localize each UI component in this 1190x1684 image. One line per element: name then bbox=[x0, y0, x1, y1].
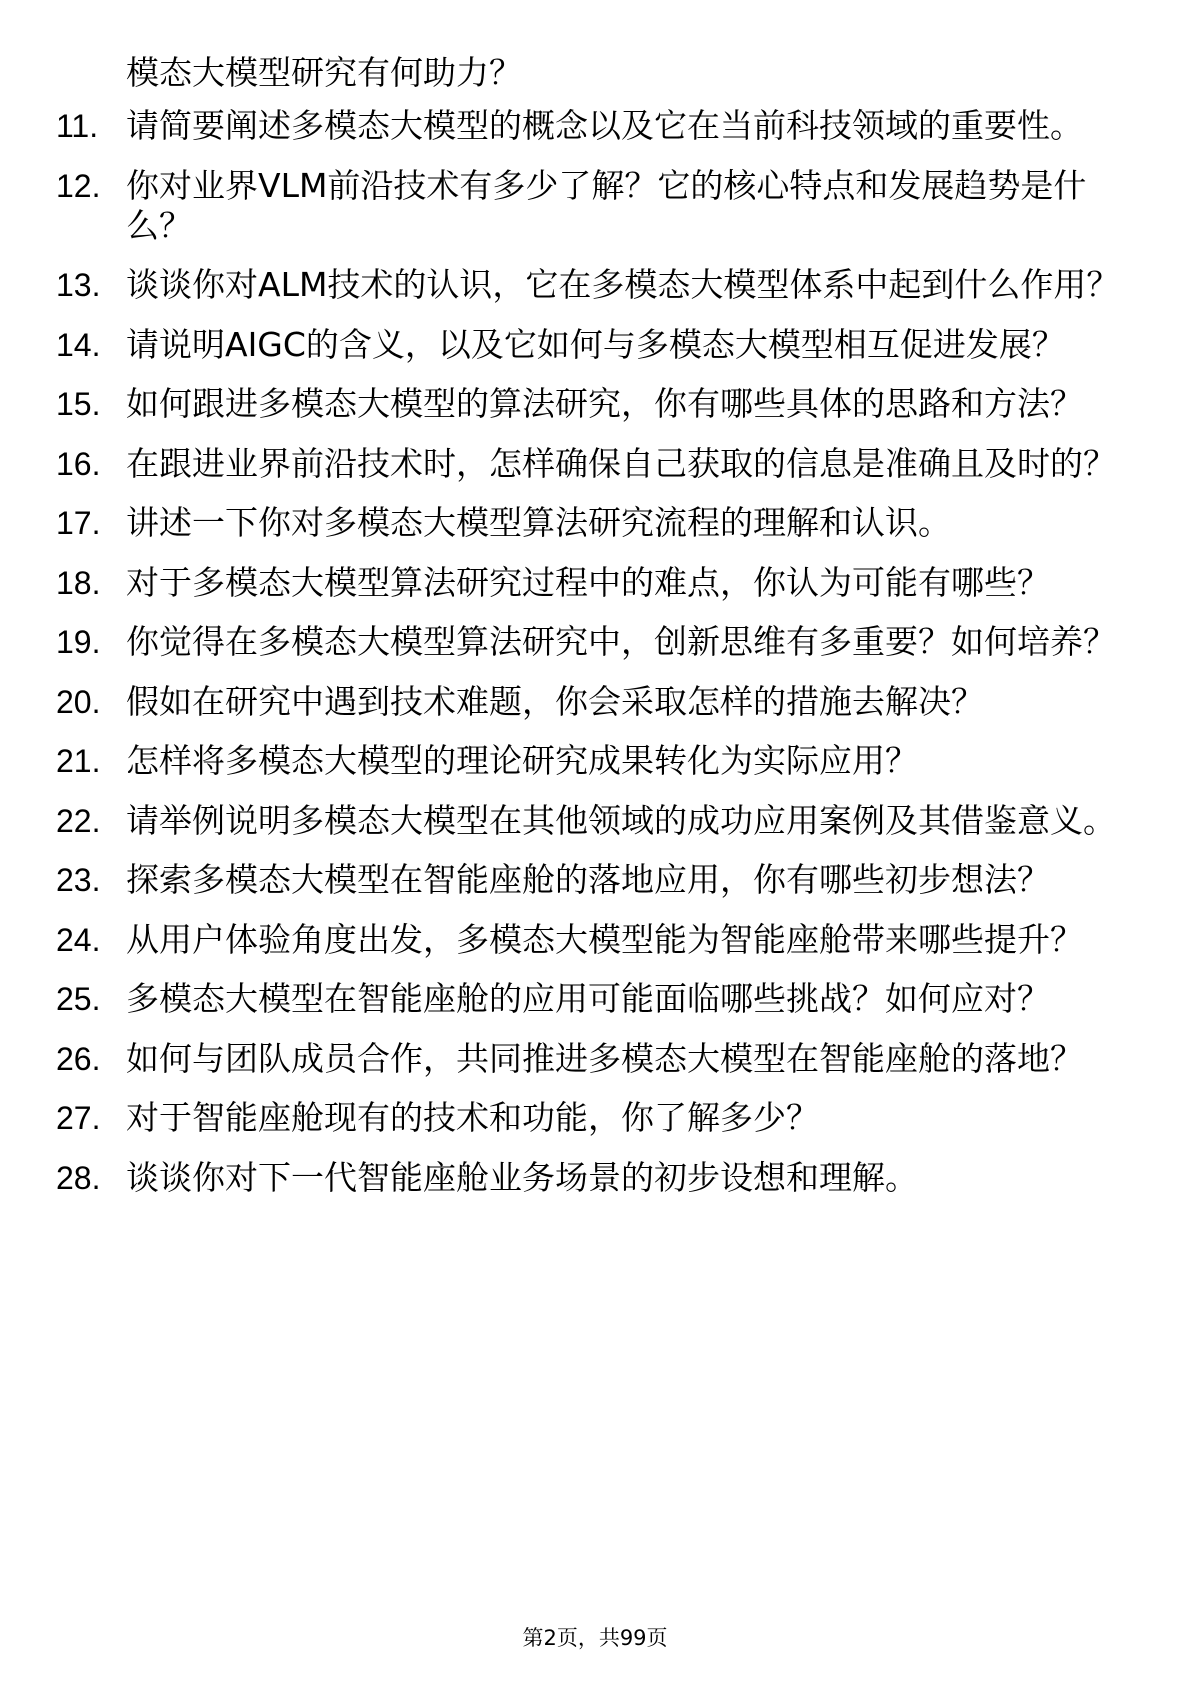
question-number: 27. bbox=[56, 1100, 101, 1136]
question-number: 24. bbox=[56, 921, 101, 958]
question-text: 谈谈你对ALM技术的认识，它在多模态大模型体系中起到什么作用？ bbox=[126, 265, 1120, 304]
list-item bbox=[0, 682, 1190, 722]
list-item bbox=[0, 106, 1190, 146]
list-item bbox=[0, 1158, 1190, 1198]
question-number: 25. bbox=[56, 981, 101, 1017]
list-item bbox=[0, 920, 1190, 960]
question-text: 你觉得在多模态大模型算法研究中，创新思维有多重要？如何培养？ bbox=[126, 622, 1116, 661]
question-text: 对于智能座舱现有的技术和功能，你了解多少？ bbox=[126, 1098, 819, 1137]
question-number: 13. bbox=[56, 267, 101, 303]
list-item bbox=[0, 1039, 1190, 1079]
question-number: 19. bbox=[56, 624, 101, 660]
question-text: 如何与团队成员合作，共同推进多模态大模型在智能座舱的落地？ bbox=[126, 1038, 1083, 1078]
page-footer: 第2页，共99页 bbox=[522, 1626, 668, 1650]
question-text: 从用户体验角度出发，多模态大模型能为智能座舱带来哪些提升？ bbox=[126, 919, 1083, 959]
question-number: 21. bbox=[56, 743, 101, 779]
question-text: 怎样将多模态大模型的理论研究成果转化为实际应用？ bbox=[126, 741, 918, 780]
question-list bbox=[0, 106, 1190, 1217]
list-item bbox=[0, 503, 1190, 543]
question-number: 17. bbox=[56, 505, 101, 541]
question-number: 16. bbox=[56, 445, 101, 482]
question-text: 如何跟进多模态大模型的算法研究，你有哪些具体的思路和方法？ bbox=[126, 384, 1083, 423]
list-item bbox=[0, 979, 1190, 1019]
question-number: 14. bbox=[56, 326, 101, 363]
question-text: 探索多模态大模型在智能座舱的落地应用，你有哪些初步想法？ bbox=[126, 860, 1050, 899]
question-text: 在跟进业界前沿技术时，怎样确保自己获取的信息是准确且及时的？ bbox=[126, 443, 1116, 483]
question-text: 讲述一下你对多模态大模型算法研究流程的理解和认识。 bbox=[126, 503, 951, 542]
question-text: 你对业界VLM前沿技术有多少了解？它的核心特点和发展趋势是什么？ bbox=[126, 165, 1087, 245]
list-item bbox=[0, 741, 1190, 781]
question-number: 20. bbox=[56, 683, 101, 720]
question-number: 11. bbox=[56, 108, 99, 144]
question-number: 22. bbox=[56, 802, 101, 839]
question-number: 26. bbox=[56, 1040, 101, 1077]
list-item bbox=[0, 265, 1190, 305]
list-item bbox=[0, 444, 1190, 484]
list-item bbox=[0, 622, 1190, 662]
question-text: 假如在研究中遇到技术难题，你会采取怎样的措施去解决？ bbox=[126, 681, 984, 721]
list-item bbox=[0, 801, 1190, 841]
list-item bbox=[0, 325, 1190, 365]
question-text: 多模态大模型在智能座舱的应用可能面临哪些挑战？如何应对？ bbox=[126, 979, 1050, 1018]
question-text: 请简要阐述多模态大模型的概念以及它在当前科技领域的重要性。 bbox=[126, 106, 1083, 145]
question-text: 请举例说明多模态大模型在其他领域的成功应用案例及其借鉴意义。 bbox=[126, 800, 1116, 840]
question-number: 12. bbox=[56, 167, 101, 204]
list-item bbox=[0, 166, 1190, 246]
question-text: 对于多模态大模型算法研究过程中的难点，你认为可能有哪些？ bbox=[126, 562, 1050, 602]
question-number: 28. bbox=[56, 1159, 101, 1196]
question-number: 23. bbox=[56, 862, 101, 898]
question-number: 15. bbox=[56, 386, 101, 422]
question-number: 18. bbox=[56, 564, 101, 601]
list-item bbox=[0, 384, 1190, 424]
continuation-text: 模态大模型研究有何助力？ bbox=[126, 53, 522, 92]
list-item bbox=[0, 563, 1190, 603]
question-text: 谈谈你对下一代智能座舱业务场景的初步设想和理解。 bbox=[126, 1157, 918, 1197]
question-text: 请说明AIGC的含义，以及它如何与多模态大模型相互促进发展？ bbox=[126, 324, 1065, 364]
list-item bbox=[0, 860, 1190, 900]
list-item bbox=[0, 1098, 1190, 1138]
